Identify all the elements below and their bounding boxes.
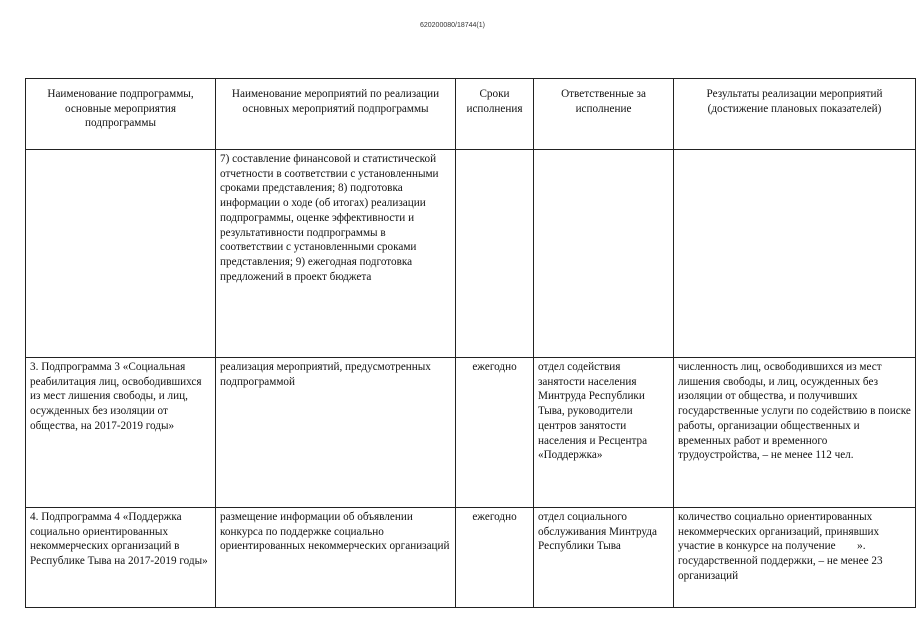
cell-measures: 7) составление финансовой и статистической отчетности в соответствии с установленными сроками представления; 8) подготовка информации о ходе (об итогах) реализации подпрограммы, оценке эффективности и результативности подпрограммы в соответствии с установленными сроками представления; 9) ежегодная подготовка предложений в проект бюджета	[216, 150, 456, 358]
program-table-wrapper	[25, 78, 911, 582]
cell-measures: размещение информации об объявлении конкурса по поддержке социально ориентированных некоммерческих организаций	[216, 508, 456, 608]
table-row	[26, 150, 916, 358]
header-measures: Наименование мероприятий по реализации основных мероприятий подпрограммы	[216, 79, 456, 150]
cell-results	[674, 150, 916, 358]
cell-results: численность лиц, освободившихся из мест лишения свободы, и лиц, осужденных без изоляции от общества, и получивших государственные услуги по содействию в поиске работы, организации общественных и временных работ и временного трудоустройства, – не менее 112 чел.	[674, 358, 916, 508]
cell-subprogram	[26, 150, 216, 358]
document-stamp: 620200080/18744(1)	[419, 22, 485, 29]
header-responsible: Ответственные за исполнение	[534, 79, 674, 150]
cell-subprogram: 3. Подпрограмма 3 «Социальная реабилитация лиц, освободившихся из мест лишения свободы, и лиц, осужденных без изоляции от общества, на 2017-2019 годы»	[26, 358, 216, 508]
cell-responsible: отдел социального обслуживания Минтруда Республики Тыва	[534, 508, 674, 608]
cell-responsible: отдел содействия занятости населения Минтруда Республики Тыва, руководители центров занятости населения и Ресцентра «Поддержка»	[534, 358, 674, 508]
cell-results: количество социально ориентированных некоммерческих организаций, принявших участие в конкурсе на получение государственной поддержки, – не менее 23 организаций	[674, 508, 916, 608]
cell-responsible	[534, 150, 674, 358]
table-row	[26, 358, 916, 508]
cell-measures: реализация мероприятий, предусмотренных подпрограммой	[216, 358, 456, 508]
header-subprogram: Наименование подпрограммы, основные мероприятия подпрограммы	[26, 79, 216, 150]
program-table	[25, 78, 916, 608]
table-row	[26, 508, 916, 608]
header-deadlines: Сроки исполнения	[456, 79, 534, 150]
closing-quote-mark: ».	[857, 540, 866, 552]
cell-deadline	[456, 150, 534, 358]
header-results: Результаты реализации мероприятий (достижение плановых показателей)	[674, 79, 916, 150]
table-header-row	[26, 79, 916, 150]
cell-deadline: ежегодно	[456, 508, 534, 608]
cell-deadline: ежегодно	[456, 358, 534, 508]
cell-subprogram: 4. Подпрограмма 4 «Поддержка социально ориентированных некоммерческих организаций в Республике Тыва на 2017-2019 годы»	[26, 508, 216, 608]
